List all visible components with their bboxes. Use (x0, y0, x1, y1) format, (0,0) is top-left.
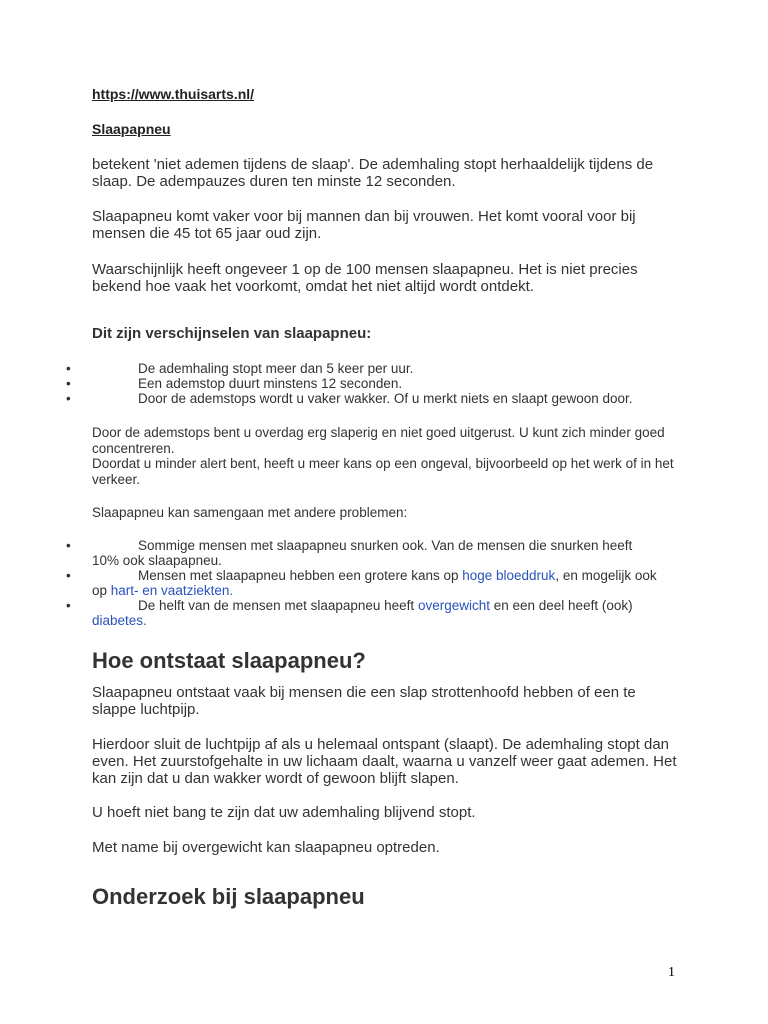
list-item (0, 568, 700, 598)
source-url-link[interactable]: https://www.thuisarts.nl/ (92, 86, 255, 102)
consequence-paragraph-1: Door de ademstops bent u overdag erg slaperig en niet goed uitgerust. U kunt zich minder goed concentreren. (92, 425, 665, 456)
section1-paragraph-2: Hierdoor sluit de luchtpijp af als u helemaal ontspant (slaapt). De ademhaling stopt dan even. Het zuurstofgehalte in uw lichaam daalt, waarna u vanzelf weer gaat ademen. Het kan zijn dat u dan wakker wordt of gewoon blijft slapen. (92, 736, 677, 787)
intro-paragraph-3: Waarschijnlijk heeft ongeveer 1 op de 100 mensen slaapapneu. Het is niet precies bekend hoe vaak het voorkomt, omdat het niet altijd wordt ontdekt. (92, 261, 638, 295)
list-item (0, 376, 700, 391)
link-hoge-bloeddruk[interactable]: hoge bloeddruk (462, 568, 556, 583)
intro-paragraph-1: betekent 'niet ademen tijdens de slaap'. De ademhaling stopt herhaaldelijk tijdens de slaap. De adempauzes duren ten minste 12 seconden. (92, 156, 654, 190)
list-item (0, 538, 700, 568)
document-title: Slaapapneu (92, 121, 171, 137)
link-hart-en-vaatziekten[interactable]: hart- en vaatziekten (110, 583, 230, 598)
consequence-paragraph-2: Doordat u minder alert bent, heeft u meer kans op een ongeval, bijvoorbeeld op het werk of in het verkeer. (92, 456, 674, 487)
link-diabetes[interactable]: diabetes (92, 613, 144, 628)
bullet-icon: • (66, 598, 71, 613)
list-item-text: Door de ademstops wordt u vaker wakker. Of u merkt niets en slaapt gewoon door. (138, 391, 633, 406)
bullet-icon: • (66, 391, 71, 406)
bullet-icon: • (66, 361, 71, 376)
intro-paragraph-2: Slaapapneu komt vaker voor bij mannen dan bij vrouwen. Het komt vooral voor bij mensen die 45 tot 65 jaar oud zijn. (92, 208, 636, 242)
list-item-text: Mensen met slaapapneu hebben een grotere kans op hoge bloeddruk, en mogelijk ook op hart- en vaatziekten. (92, 568, 657, 598)
bullet-icon: • (66, 376, 71, 391)
other-problems-intro: Slaapapneu kan samengaan met andere problemen: (92, 505, 408, 520)
section-heading-hoe-ontstaat: Hoe ontstaat slaapapneu? (92, 648, 366, 673)
list-item-text: Sommige mensen met slaapapneu snurken ook. Van de mensen die snurken heeft 10% ook slaapapneu. (92, 538, 633, 568)
section1-paragraph-4: Met name bij overgewicht kan slaapapneu optreden. (92, 839, 440, 856)
other-problems-list (0, 538, 700, 628)
symptoms-heading: Dit zijn verschijnselen van slaapapneu: (92, 325, 372, 342)
page-number: 1 (668, 965, 675, 980)
list-item (0, 598, 700, 628)
section1-paragraph-3: U hoeft niet bang te zijn dat uw ademhaling blijvend stopt. (92, 804, 476, 821)
bullet-icon: • (66, 568, 71, 583)
section1-paragraph-1: Slaapapneu ontstaat vaak bij mensen die een slap strottenhoofd hebben of een te slappe luchtpijp. (92, 684, 636, 718)
list-item-text: De helft van de mensen met slaapapneu heeft overgewicht en een deel heeft (ook) diabetes. (92, 598, 633, 628)
list-item-text: Een ademstop duurt minstens 12 seconden. (138, 376, 403, 391)
list-item (0, 391, 700, 406)
bullet-icon: • (66, 538, 71, 553)
section-heading-onderzoek: Onderzoek bij slaapapneu (92, 884, 365, 909)
symptoms-list (0, 361, 700, 406)
link-overgewicht[interactable]: overgewicht (417, 598, 490, 613)
list-item (0, 361, 700, 376)
list-item-text: De ademhaling stopt meer dan 5 keer per uur. (138, 361, 414, 376)
